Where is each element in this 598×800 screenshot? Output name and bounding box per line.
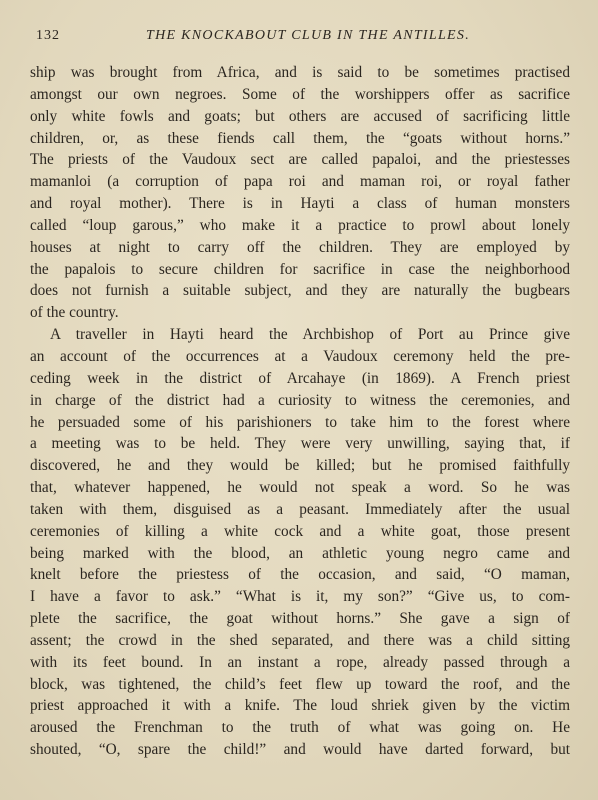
text-line: that, whatever happened, he would not speak a word. So he was: [30, 479, 570, 497]
text-line: only white fowls and goats; but others are accused of sacrificing little: [30, 107, 570, 125]
text-line: and royal mother). There is in Hayti a class of human monsters: [30, 195, 570, 213]
text-line: priest approached it with a knife. The loud shriek given by the victim: [30, 697, 570, 715]
text-line: an account of the occurrences at a Vaudoux ceremony held the pre-: [30, 347, 570, 365]
text-line: ship was brought from Africa, and is said to be sometimes practised: [30, 64, 570, 81]
text-line: amongst our own negroes. Some of the worshippers offer as sacrifice: [30, 85, 570, 103]
page-number: 132: [36, 28, 60, 43]
text-line: shouted, “O, spare the child!” and would have darted forward, but: [30, 741, 570, 759]
text-line: taken with them, disguised as a peasant. Immediately after the usual: [30, 500, 570, 518]
text-line: called “loup garous,” who make it a practice to prowl about lonely: [30, 216, 570, 234]
text-line: houses at night to carry off the children. They are employed by: [30, 238, 570, 256]
text-line: does not furnish a suitable subject, and they are naturally the bugbears: [30, 282, 570, 300]
text-line: children, or, as these fiends call them, the “goats without horns.”: [30, 129, 570, 147]
text-line: the papalois to secure children for sacrifice in case the neighborhood: [30, 260, 570, 278]
text-line: with its feet bound. In an instant a rope, already passed through a: [30, 653, 570, 671]
text-line: ceding week in the district of Arcahaye (in 1869). A French priest: [30, 369, 570, 387]
text-line: block, was tightened, the child’s feet flew up toward the roof, and the: [30, 675, 570, 693]
text-line: The priests of the Vaudoux sect are called papaloi, and the priestesses: [30, 151, 570, 169]
text-line: in charge of the district had a curiosity to witness the ceremonies, and: [30, 391, 570, 409]
page-header: [36, 28, 562, 50]
text-line: assent; the crowd in the shed separated, and there was a child sitting: [30, 631, 570, 649]
text-line: a meeting was to be held. They were very unwilling, saying that, if: [30, 435, 570, 453]
text-line: ceremonies of killing a white cock and a white goat, those present: [30, 522, 570, 540]
paragraph-first-line: A traveller in Hayti heard the Archbishop of Port au Prince give: [50, 326, 570, 344]
running-head: THE KNOCKABOUT CLUB IN THE ANTILLES.: [146, 28, 471, 43]
text-line: he persuaded some of his parishioners to take him to the forest where: [30, 413, 570, 431]
text-line: being marked with the blood, an athletic young negro came and: [30, 544, 570, 562]
body-text: [30, 62, 570, 761]
text-line: plete the sacrifice, the goat without horns.” She gave a sign of: [30, 610, 570, 628]
text-line: mamanloi (a corruption of papa roi and maman roi, or royal father: [30, 173, 570, 191]
text-line: discovered, he and they would be killed; but he promised faithfully: [30, 457, 570, 475]
text-line: I have a favor to ask.” “What is it, my son?” “Give us, to com-: [30, 588, 570, 606]
text-line: aroused the Frenchman to the truth of what was going on. He: [30, 719, 570, 737]
text-line: knelt before the priestess of the occasion, and said, “O maman,: [30, 566, 570, 584]
paragraph-last-line: of the country.: [30, 304, 119, 322]
